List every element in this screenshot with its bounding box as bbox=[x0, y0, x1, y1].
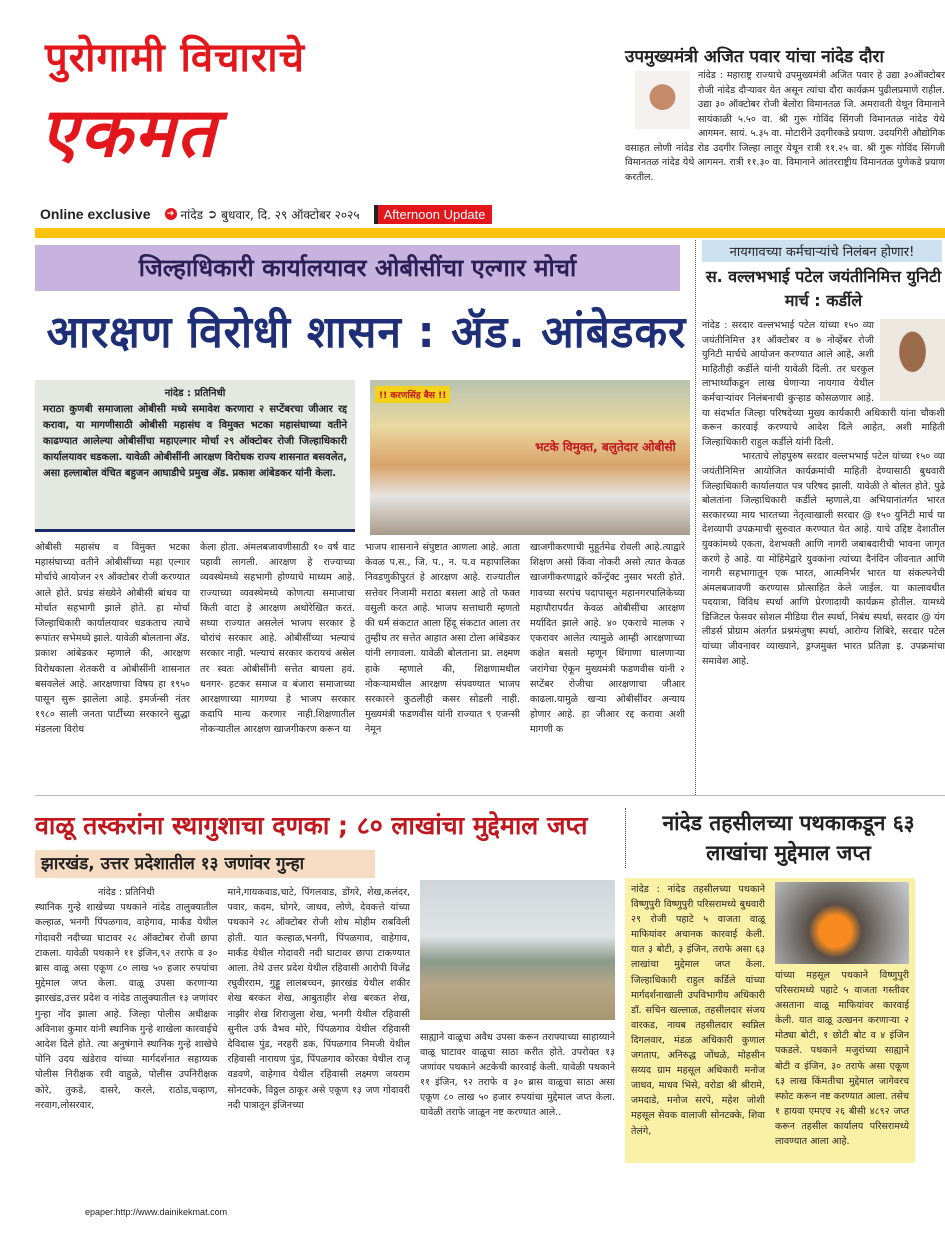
top-story bbox=[625, 44, 945, 216]
dateline-date: बुधवार, दि. २९ ऑक्टोबर २०२५ bbox=[221, 207, 360, 222]
tehsil-column: नांदेड : नांदेड तहसीलच्या पथकाने विष्णुपुरी विष्णुपुरी परिसरामध्ये बुधवारी २९ रोजी पहाटे ५ वाजता वाळू माफियांवर अचानक कारवाई केली. यात ३ बोटी, ३ इंजिन, तराफे असा ६३ लाखांचा मुद्देमाल जप्त केला. जिल्हाधिकारी राहुल कर्डिले यांच्या मार्गदर्शनाखाली उपविभागीय अधिकारी डॉ. सचिन खल्लाळ, तहसीलदार संजय वारकड, नायब तहसीलदार स्वप्निल दिगलवार, मंडळ अधिकारी कुणाल जगताप, अनिरुद्ध जोंधळे, मोहसीन सय्यद ग्राम महसूल अधिकारी मनोज जाधव, माधव भिसे, वरोडा श्री श्रीरामे, जमदाडे, मनोज सरपे, महेश जोशी महसूल सेवक वालाजी सोनटक्के, शिवा तेलंगे, bbox=[631, 884, 765, 1137]
sand-headline: वाळू तस्करांना स्थागुशाचा दणका ; ८० लाखांचा मुद्देमाल जप्त bbox=[35, 811, 588, 840]
tehsil-box bbox=[625, 878, 915, 1163]
lead-headline-box bbox=[35, 300, 687, 360]
edition-badge: Afternoon Update bbox=[374, 205, 492, 224]
sand-subhead: झारखंड, उत्तर प्रदेशातील १३ जणांवर गुन्हा bbox=[41, 854, 305, 874]
unity-kicker-box bbox=[702, 240, 942, 262]
lead-kicker: जिल्हाधिकारी कार्यालयावर ओबीसींचा एल्गार मोर्चा bbox=[138, 254, 577, 282]
lead-kicker-banner bbox=[35, 245, 680, 291]
epaper-link[interactable]: epaper:http://www.dainikekmat.com bbox=[85, 1207, 228, 1217]
lead-column: केला होता. अंमलबजावणीसाठी १० वर्ष वाट पहावी लागली. आरक्षण हे राज्याच्या व्यवस्थेमध्ये सहभागी होण्याचे माध्यम आहे. राज्याच्या व्यवस्थेमध्ये कोणत्या समाजाचा किती वाटा हे आरक्षण अधोरेखित करतं. सध्या राज्यात असलेलं भाजप सरकार हे चोरांचं सरकार आहे. ओबीसींच्या भल्याचं सरकार नाही. भल्याचं सरकार करायचं असेल तर स्वतः ओबीसींनी सत्तेत बायला हवं. धनगर- हटकर समाज व बंजारा समाजाच्या आरक्षणाच्या मागण्या हे भाजप सरकार कदापि मान्य करणार नाही.शिक्षणातील नोकऱ्यातील आरक्षण खाजगीकरण करून या bbox=[200, 542, 355, 736]
sand-byline: नांदेड : प्रतिनिधी bbox=[98, 887, 155, 898]
lead-column: खाजगीकरणाची मुहूर्तमेढ रोवली आहे.त्याद्वारे शिक्षण असो किंवा नोकरी असो त्यात केवळ खाजगीकरणाद्वारे कॉन्ट्रॅक्ट नुसार भरती होते. गावच्या सरपंच पदापासून महानगरपालिकेच्या महापौरापर्यंत केवळ ओबीसींचा आरक्षण मर्यादित झाले आहे. ४० एकराचे मालक २ एकरावर आलेत त्यामुळे आम्ही आरक्षणाच्या कक्षेत बसतो म्हणून धिंगाणा घालणाऱ्या जरांगेचा ऐकून मुख्यमंत्री फडणवीस यांनी २ सप्टेंबर रोजीचा आरक्षणाचा जीआर काढला.यामुळे खऱ्या ओबीसींवर अन्याय होणार आहे. हा जीआर रद्द करावा अशी मागणी क bbox=[530, 542, 685, 736]
dateline-place: नांदेड bbox=[180, 207, 204, 222]
edition-strip bbox=[40, 203, 600, 225]
lead-intro: मराठा कुणबी समाजाला ओबीसी मध्ये समावेश करणारा २ सप्टेंबरचा जीआर रद्द करावा, या मागणीसाठी ओबीसी महासंघ व विमुक्त भटका महासंघाच्या वतीने काढण्यात आलेल्या ओबीसींचा महाएल्गार मोर्चा २९ ऑक्टोबर रोजी जिल्हाधिकारी कार्यालयावर धडकला. यावेळी ओबीसींनी आरक्षण विरोधक राज्य शासनात बसवलेत, असा हल्लाबोल वंचित बहुजन आघाडीचे प्रमुख ॲड. प्रकाश आंबेडकर यांनी केला. bbox=[43, 404, 347, 479]
lead-column: भाजप शासनाने संपुष्टात आणला आहे. आता केवळ प.स., जि. प., न. प.व महापालिका निवडणुकीपुरतं हे आरक्षण आहे. राज्यातील सत्तेवर निजामी मराठा बसला आहे तो फक्त वसुली करत आहे. भाजप सत्ताधारी म्हणतो की धर्म संकटात आला हिंदू संकटात आला तर तुम्हीच तर सत्तेत आहात असा टोला आंबेडकर यांनी लगावला. यावेळी बोलताना प्रा. लक्ष्मण हाके म्हणाले की, शिक्षणामधील नोकऱ्यामधील आरक्षण संपवण्यात भाजप सरकारने कुठलीही कसर सोडली नाही. मुख्यमंत्री फडणवीस यांनी राज्यात ९ एजन्सी नेमून bbox=[365, 542, 520, 736]
top-story-text: नांदेड : महाराष्ट्र राज्याचे उपमुख्यमंत्री अजित पवार हे उद्या ३०ऑक्टोबर रोजी नांदेड दौऱ्यावर येत असून त्यांचा दौरा कार्यक्रम पुढीलप्रमाणे राहील. उद्या ३० ऑक्टोबर रोजी बेलोरा विमानतळ जि. अमरावती येथून विमानाने सायंकाळी ५.५० वा. श्री गुरू गोविंद सिंगजी विमानतळ नांदेड येथे आगमन. सायं. ५.३५ वा. मोटारीने उदगीरकडे प्रयाण. उदयगिरी औद्योगिक वसाहत लोणी नांदेड रोड उदगीर जिल्हा लातूर येथून रात्री ११.२५ वा. श्री गुरू गोविंद सिंगजी विमानतळ नांदेड येथे आगमन. रात्री ११.३० वा. विमानाने आंतरराष्ट्रीय विमानतळ पुणेकडे प्रयाण करतील. bbox=[625, 70, 945, 183]
top-story-title: उपमुख्यमंत्री अजित पवार यांचा नांदेड दौरा bbox=[625, 47, 884, 67]
rally-photo bbox=[370, 380, 690, 535]
collector-photo bbox=[880, 319, 945, 401]
lead-body bbox=[35, 540, 685, 790]
unity-kicker: नायगावच्या कर्मचाऱ्यांचे निलंबन होणार! bbox=[729, 245, 915, 260]
masthead-tagline: पुरोगामी विचाराचे bbox=[45, 35, 306, 81]
lead-headline: आरक्षण विरोधी शासन : ॲड. आंबेडकर bbox=[46, 307, 687, 358]
sand-column: माने,गायकवाड,चाटे, पिंगलवाड, डोंगरे, शेख,कलंदर, पवार, कदम, घोगरे, जाधव, लोणे, देवकत्ते यांच्या पथकाने २८ ऑक्टोबर रोजी शोध मोहीम राबविली होती. यात कल्हाळ,भनगी, पिंपळगाव, वाहेगाव, मार्कंड येथील गोदावरी नदी घाटावर छापा टाकण्यात आला. तेथे उत्तर प्रदेश येथील रहिवासी आरोपी विजेंद्र रघुवीरराम, गुड्डू लालबच्चन, झारखंड येथील शकीर शेख बरकत शेख, आबुताहीर शेख बरकत शेख, नाझीर शेख शिराजुला शेख, भनगी येथील रहिवासी सुनील उर्फ वैभव मोरे, पिंपळगाव येथील रहिवासी देविदास पुंड, नरहरी डक, पिंपळगाव निमजी येथील रहिवासी नारायण पुंड, पिंपळगाव कोरका येथील राजू वडवणे, वाहेगाव येथील रहिवासी लक्ष्मण जयराम सोनटक्के, विठ्ठल ठाकूर असे एकूण १३ जण गोदावरी नदी पात्रातून इंजिनच्या bbox=[227, 887, 410, 1111]
tehsil-story bbox=[625, 808, 945, 868]
lead-byline: नांदेड : प्रतिनिधी bbox=[164, 388, 226, 399]
photo-banner-text: भटके विमुक्त, बलुतेदार ओबीसी bbox=[535, 440, 676, 454]
arrow-right-icon: ➜ bbox=[165, 208, 177, 220]
portrait-photo bbox=[635, 71, 690, 129]
tehsil-text: यांच्या महसूल पथकाने विष्णुपुरी परिसरामध्ये पहाटे ५ वाजता गस्तीवर असताना वाळू माफियांवर कारवाई केली. यात वाळू उत्खनन करणाऱ्या २ मोठ्या बोटी, १ छोटी बोट व ४ इंजिन पकडले. पथकाने मजुरांच्या साह्याने बोटी व इंजिन, ३० तराफे असा एकूण ६३ लाख किंमतीचा मुद्देमाल जागेवरच स्फोट करून नष्ट करण्यात आला. तसेच १ हायवा एमएच २६ बीसी ४८९२ जप्त करून तहसील कार्यालय परिसरामध्ये लावण्यात आला आहे. bbox=[775, 970, 909, 1148]
yellow-divider bbox=[35, 228, 945, 238]
sand-text: स्थानिक गुन्हे शाखेच्या पथकाने नांदेड तालुक्यातील कल्हाळ, भनगी पिंपळगाव, वाहेगाव, मार्कंड येथील गोदावरी नदीच्या घाटावर २८ ऑक्टोबर रोजी छापा टाकला. यावेळी पथकाने ११ इंजिन,९२ तराफे व ३० ब्रास वाळू असा एकूण ८० लाख ५० हजार रुपयांचा मुद्देमाल जप्त केला. वाळू उपसा करणाऱ्या झारखंड,उत्तर प्रदेश व नांदेड तालुक्यातील १३ जणांवर गुन्हा नोंद झाला आहे. जिल्हा पोलीस अधीक्षक अविनाश कुमार यांनी स्थानिक गुन्हे शाखेला कारवाईचे आदेश दिले होते. त्या अनुषंगाने स्थानिक गुन्हे शाखेचे पोनि उदय खंडेराव यांच्या मार्गदर्शनात सहाय्यक पोलीस निरीक्षक रवी वाहुळे, पोलीस उपनिरीक्षक कोरे, तुकडे, दासरे, करले, राठोड,चव्हाण, नरवाग,लोसरवार, bbox=[35, 902, 218, 1111]
arrow-small-icon: ➲ bbox=[207, 207, 218, 221]
river-group-photo bbox=[420, 880, 615, 1020]
online-exclusive-label: Online exclusive bbox=[40, 206, 151, 222]
photo-credit: !! करणसिंह बैस !! bbox=[375, 386, 450, 403]
sand-continued: साह्याने वाळूचा अवैध उपसा करून तराफ्याच्या साहाय्याने वाळू घाटावर वाळूचा साठा करीत होते. उपरोक्त १३ जणांवर पथकाने अटकेची कारवाई केली. यावेळी पथकाने ११ इंजिन, ९२ तराफे व ३० ब्रास वाळूचा साठा असा एकूण ८० लाख ५० हजार रुपयांचा मुद्देमाल जप्त केला. यावेळी तराफे जाळून नष्ट करण्यात आले.. bbox=[420, 1032, 615, 1118]
dateline bbox=[165, 206, 360, 223]
unity-headline: स. वल्लभभाई पटेल जयंतीनिमित्त युनिटी मार्च : कर्डीले bbox=[705, 267, 942, 310]
unity-body bbox=[702, 319, 945, 669]
unity-text-2: भारताचे लोहपुरुष सरदार वल्लभभाई पटेल यांच्या १५० व्या जयंतीनिमित्त आयोजित कार्यक्रमांची माहिती देण्यासाठी बुधवारी जिल्हाधिकारी कार्यालयात पत्र परिषद झाली. यावेळी ते बोलत होते. पुढे बोलतांना जिल्हाधिकारी कर्डीले म्हणाले,या अभियानांतर्गत भारत सरकारच्या माय भारतच्या नेतृत्वाखाली सरदार @ १५० युनिटी मार्च या देशव्यापी उपक्रमाची सुरुवात करण्यात येत आहे. याचे उद्दिष्ट देशातील युवकांमध्ये एकता, देशभक्ती आणि नागरी जबाबदारीची भावना जागृत करणे हे आहे. या मोहिमेद्वारे युवकांना त्यांच्या दैनंदिन जीवनात आणि नागरी सहभागातून एक भारत, आत्मनिर्भर भारत या संकल्पनेची अंमलबजावणी करण्यास प्रोत्साहित केले जाईल. या कालावधीत पदयात्रा, विविध स्पर्धा आणि प्रेरणादायी कार्यक्रम होतील. यामध्ये डिजिटल फेसवर सोशल मीडिया रील स्पर्धा, निबंध स्पर्धा, सरदार @ यंग लीडर्स प्रोग्राम अंतर्गत प्रश्नमंजुषा स्पर्धा, आरोग्य शिबिरे, सरदार पटेल यांच्या जीवनावर व्याख्याने, ड्रग्जमुक्त भारत प्रतिज्ञा इ. उपक्रमांचा समावेश आहे. bbox=[702, 451, 945, 667]
tehsil-column-2 bbox=[775, 882, 909, 1149]
unity-story bbox=[695, 240, 945, 795]
lead-intro-box bbox=[35, 380, 355, 532]
masthead-logo: एकमत bbox=[40, 94, 218, 173]
lead-column: ओबीसी महासंघ व विमुक्त भटका महासंघाच्या वतीने ओबीसींच्या महा एल्गार मोर्चाचे आयोजन २९ ऑक्टोबर रोजी करण्यात आले होते. प्रचंड संख्येने ओबीसी बांधव या मोर्चात सहभागी झाले होते. हा मोर्चा जिल्हाधिकारी कार्यालयावर धडकताच त्याचे रूपांतर सभेमध्ये झाले. यावेळी बोलताना ॲड. प्रकाश आंबेडकर म्हणाले की, आरक्षण विरोधकाला शेतकरी व ओबीसींनी शासनात बसवलेलं आहे. आरक्षणाचा विषय हा १९५० पासून सुरू झालेला आहे. इमर्जन्सी नंतर १९८० साली जनता पार्टीच्या सरकारने सुद्धा मंडलला विरोध bbox=[35, 542, 190, 736]
sand-body bbox=[35, 885, 410, 1175]
section-divider bbox=[35, 795, 945, 796]
top-story-body bbox=[625, 69, 945, 185]
burning-boat-photo bbox=[775, 882, 909, 964]
unity-text-1: नांदेड : सरदार वल्लभभाई पटेल यांच्या १५० व्या जयंतीनिमित्त ३१ ऑक्टोबर व ७ नोव्हेंबर रोजी युनिटी मार्चचे आयोजन करण्यात आले आहे, अशी माहितीही कर्डीले यांनी यावेळी दिली. तर घरकुल लाभार्थ्यांकडून लाख घेणाऱ्या नायगाव येथील कर्मचाऱ्यांवर निलंबनाची कुऱ्हाड कोसळणार आहे. या संदर्भात जिल्हा परिषदेच्या मुख्य कार्यकारी अधिकारी यांना चौकशी करून कारवाई करण्याचे आदेश दिले आहेत, अशी माहिती जिल्हाधिकारी राहुल कर्डीले यांनी दिली. bbox=[702, 320, 945, 448]
tehsil-headline: नांदेड तहसीलच्या पथकाकडून ६३ लाखांचा मुद्देमाल जप्त bbox=[662, 811, 915, 865]
sand-subhead-box bbox=[35, 850, 375, 878]
sand-column bbox=[35, 885, 218, 1175]
